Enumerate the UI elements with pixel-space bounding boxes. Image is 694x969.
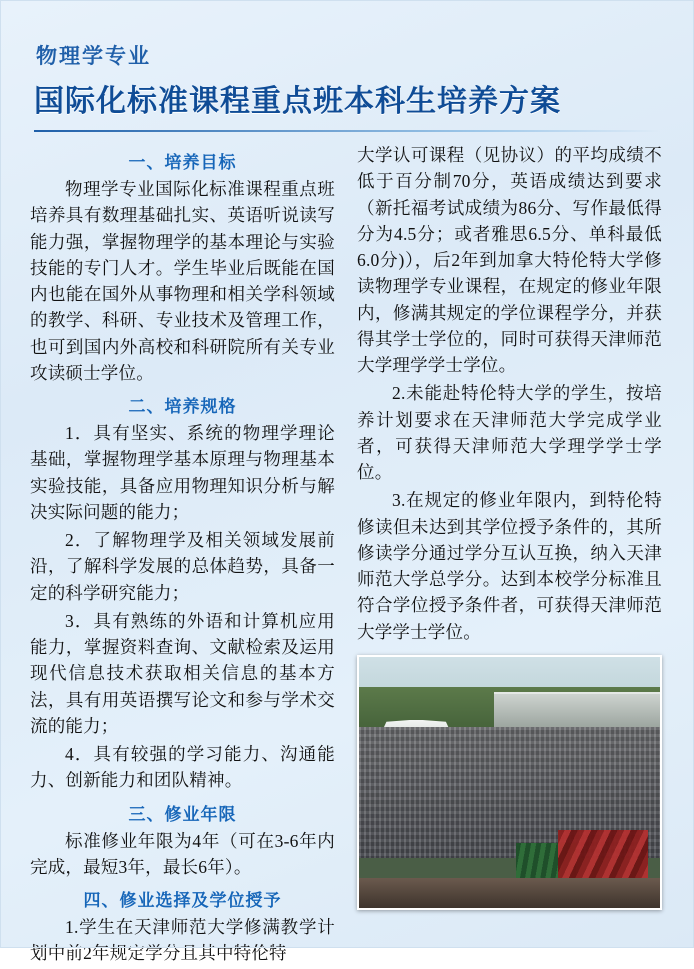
right-column [357,142,662,910]
paragraph: 标准修业年限为4年（可在3-6年内完成，最短3年，最长6年）。 [30,830,335,877]
paragraph: 大学认可课程（见协议）的平均成绩不低于百分制70分，英语成绩达到要求（新托福考试成绩为86分、写作最低得分为4.5分；或者雅思6.5分、单科最低6.0分)），后2年到加拿大特伦特大学修读物理学专业课程，在规定的修业年限内，修满其规定的学位课程学分，并获得其学士学位的，同时可获得天津师范大学理学学士学位。 [357,145,662,375]
paragraph: 2．了解物理学及相关领域发展前沿，了解科学发展的总体趋势，具备一定的科学研究能力； [30,530,335,603]
title-divider [34,130,660,132]
paragraph: 1．具有坚实、系统的物理学理论基础，掌握物理学基本原理与物理基本实验技能，具备应用物理知识分析与解决实际问题的能力； [30,423,335,522]
campus-graduation-ceremony-photo [357,655,662,910]
paragraph: 2.未能赴特伦特大学的学生，按培养计划要求在天津师范大学完成学业者，可获得天津师范大学理学学士学位。 [357,383,662,482]
page-eyebrow: 物理学专业 [36,44,151,68]
paragraph: 1.学生在天津师范大学修满教学计划中前2年规定学分且其中特伦特 [30,917,335,964]
paragraph: 3.在规定的修业年限内，到特伦特修读但未达到其学位授予条件的，其所修读学分通过学分互认互换，纳入天津师范大学总学分。达到本校学分标准且符合学位授予条件者，可获得天津师范大学学士学位。 [357,490,662,642]
left-column [30,142,335,969]
section-heading-goals: 一、培养目标 [128,153,237,172]
two-column-body [30,142,664,969]
paragraph: 物理学专业国际化标准课程重点班培养具有数理基础扎实、英语听说读写能力强，掌握物理学的基本理论与实验技能的专门人才。学生毕业后既能在国内也能在国外从事物理和相关学科领域的教学、科研、专业技术及管理工作，也可到国内外高校和科研院所有关专业攻读硕士学位。 [30,179,335,383]
photo-stage [359,878,660,908]
paragraph: 4．具有较强的学习能力、沟通能力、创新能力和团队精神。 [30,744,335,791]
section-heading-degree: 四、修业选择及学位授予 [83,891,282,910]
page-title: 国际化标准课程重点班本科生培养方案 [34,85,561,118]
section-heading-specs: 二、培养规格 [128,397,237,416]
section-heading-duration: 三、修业年限 [128,804,237,824]
photo-bridge [494,692,660,729]
paragraph: 3．具有熟练的外语和计算机应用能力，掌握资料查询、文献检索及运用现代信息技术获取相关信息的基本方法，具有用英语撰写论文和参与学术交流的能力； [30,610,335,736]
